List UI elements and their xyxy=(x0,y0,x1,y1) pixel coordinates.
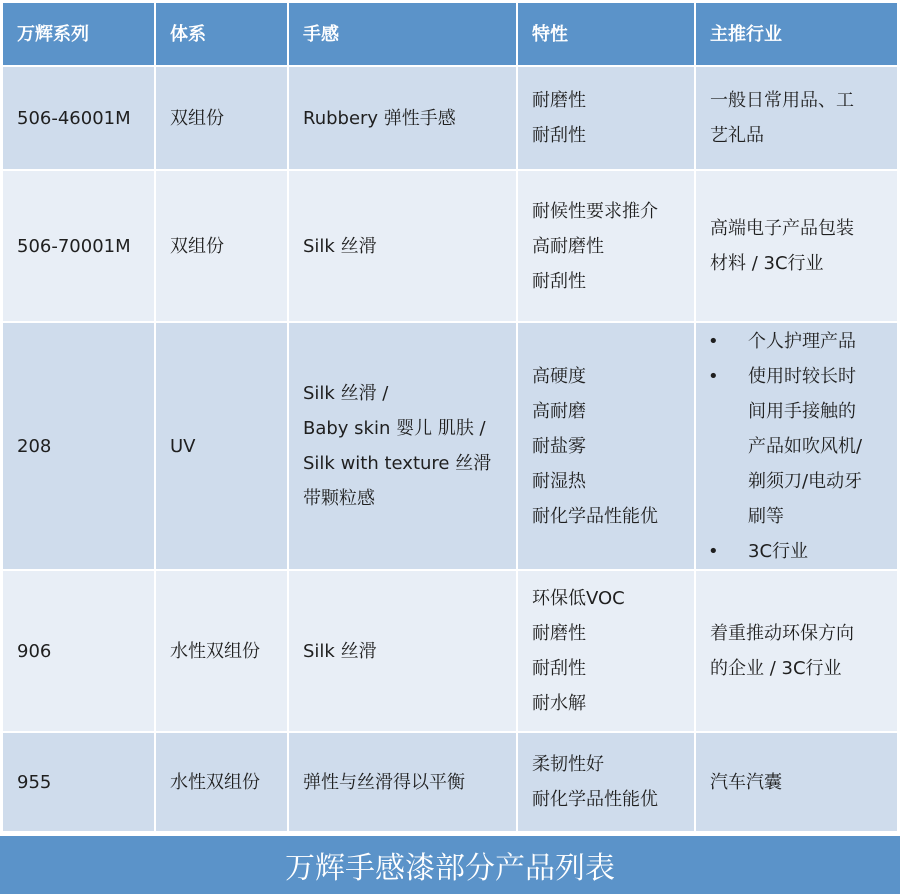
feel-line: Silk with texture 丝滑 xyxy=(303,453,492,474)
table-row xyxy=(3,571,897,733)
trait-line: 耐磨性 xyxy=(532,623,586,644)
trait-line: 高耐磨性 xyxy=(532,235,604,257)
cell-feel xyxy=(289,733,518,831)
industry-line: 汽车汽囊 xyxy=(710,771,782,793)
header-feel: 手感 xyxy=(289,3,518,65)
industry-line: 一般日常用品、工 xyxy=(710,90,854,111)
table-row xyxy=(3,171,897,323)
industry-line: 艺礼品 xyxy=(710,125,764,146)
feel-line: Silk 丝滑 xyxy=(303,640,377,662)
cell-feel xyxy=(289,571,518,731)
trait-line: 耐湿热 xyxy=(532,470,586,492)
feel-line: 弹性与丝滑得以平衡 xyxy=(303,771,465,793)
industry-line: 材料 / 3C行业 xyxy=(710,253,824,274)
bullet-line: 使用时较长时 xyxy=(748,365,856,387)
trait-line: 耐化学品性能优 xyxy=(532,789,658,810)
bullet-item xyxy=(708,359,862,534)
bullet-item xyxy=(708,324,862,359)
bullet-line: 间用手接触的 xyxy=(748,400,856,422)
cell-series: 955 xyxy=(3,733,156,831)
feel-line: 带颗粒感 xyxy=(303,488,375,509)
bullet-line: 3C行业 xyxy=(748,540,809,562)
table-row xyxy=(3,323,897,571)
bullet-dot: • xyxy=(708,330,719,352)
industry-line: 着重推动环保方向 xyxy=(710,623,854,644)
bullet-line: 个人护理产品 xyxy=(748,330,856,352)
bullet-dot: • xyxy=(708,540,719,562)
trait-line: 耐化学品性能优 xyxy=(532,505,658,527)
feel-line: Rubbery 弹性手感 xyxy=(303,107,456,129)
cell-system: 双组份 xyxy=(156,67,289,169)
cell-industry xyxy=(696,733,897,831)
cell-system: UV xyxy=(156,323,289,569)
cell-series: 506-70001M xyxy=(3,171,156,321)
table-row xyxy=(3,67,897,171)
table-header-row xyxy=(3,3,897,67)
industry-line: 的企业 / 3C行业 xyxy=(710,658,842,679)
trait-line: 耐磨性 xyxy=(532,90,586,111)
trait-line: 柔韧性好 xyxy=(532,754,604,775)
bullet-line: 剃须刀/电动牙 xyxy=(748,470,863,492)
product-table xyxy=(3,3,897,833)
cell-series: 906 xyxy=(3,571,156,731)
header-industry: 主推行业 xyxy=(696,3,897,65)
trait-line: 耐刮性 xyxy=(532,658,586,679)
cell-feel xyxy=(289,171,518,321)
footer-caption: 万辉手感漆部分产品列表 xyxy=(0,836,900,894)
feel-line: Baby skin 婴儿 肌肤 / xyxy=(303,418,486,439)
trait-line: 环保低VOC xyxy=(532,588,625,609)
header-system: 体系 xyxy=(156,3,289,65)
cell-traits xyxy=(518,571,696,731)
cell-traits xyxy=(518,67,696,169)
trait-line: 耐水解 xyxy=(532,693,586,714)
bullet-line: 产品如吹风机/ xyxy=(748,435,863,457)
cell-industry xyxy=(696,67,897,169)
industry-line: 高端电子产品包装 xyxy=(710,218,854,239)
bullet-line: 刷等 xyxy=(748,505,784,527)
cell-series: 208 xyxy=(3,323,156,569)
feel-line: Silk 丝滑 / xyxy=(303,383,389,404)
trait-line: 耐刮性 xyxy=(532,125,586,146)
header-traits: 特性 xyxy=(518,3,696,65)
cell-traits xyxy=(518,171,696,321)
bullet-item xyxy=(708,534,862,569)
cell-traits xyxy=(518,733,696,831)
cell-system: 水性双组份 xyxy=(156,571,289,731)
cell-feel xyxy=(289,323,518,569)
cell-industry xyxy=(696,323,897,569)
cell-system: 水性双组份 xyxy=(156,733,289,831)
trait-line: 耐刮性 xyxy=(532,270,586,292)
bullet-dot: • xyxy=(708,365,719,387)
table-row xyxy=(3,733,897,833)
trait-line: 高硬度 xyxy=(532,365,586,387)
cell-feel xyxy=(289,67,518,169)
trait-line: 高耐磨 xyxy=(532,400,586,422)
trait-line: 耐盐雾 xyxy=(532,435,586,457)
feel-line: Silk 丝滑 xyxy=(303,235,377,257)
trait-line: 耐候性要求推介 xyxy=(532,200,658,222)
cell-system: 双组份 xyxy=(156,171,289,321)
cell-industry xyxy=(696,171,897,321)
cell-series: 506-46001M xyxy=(3,67,156,169)
cell-industry xyxy=(696,571,897,731)
cell-traits xyxy=(518,323,696,569)
header-series: 万辉系列 xyxy=(3,3,156,65)
